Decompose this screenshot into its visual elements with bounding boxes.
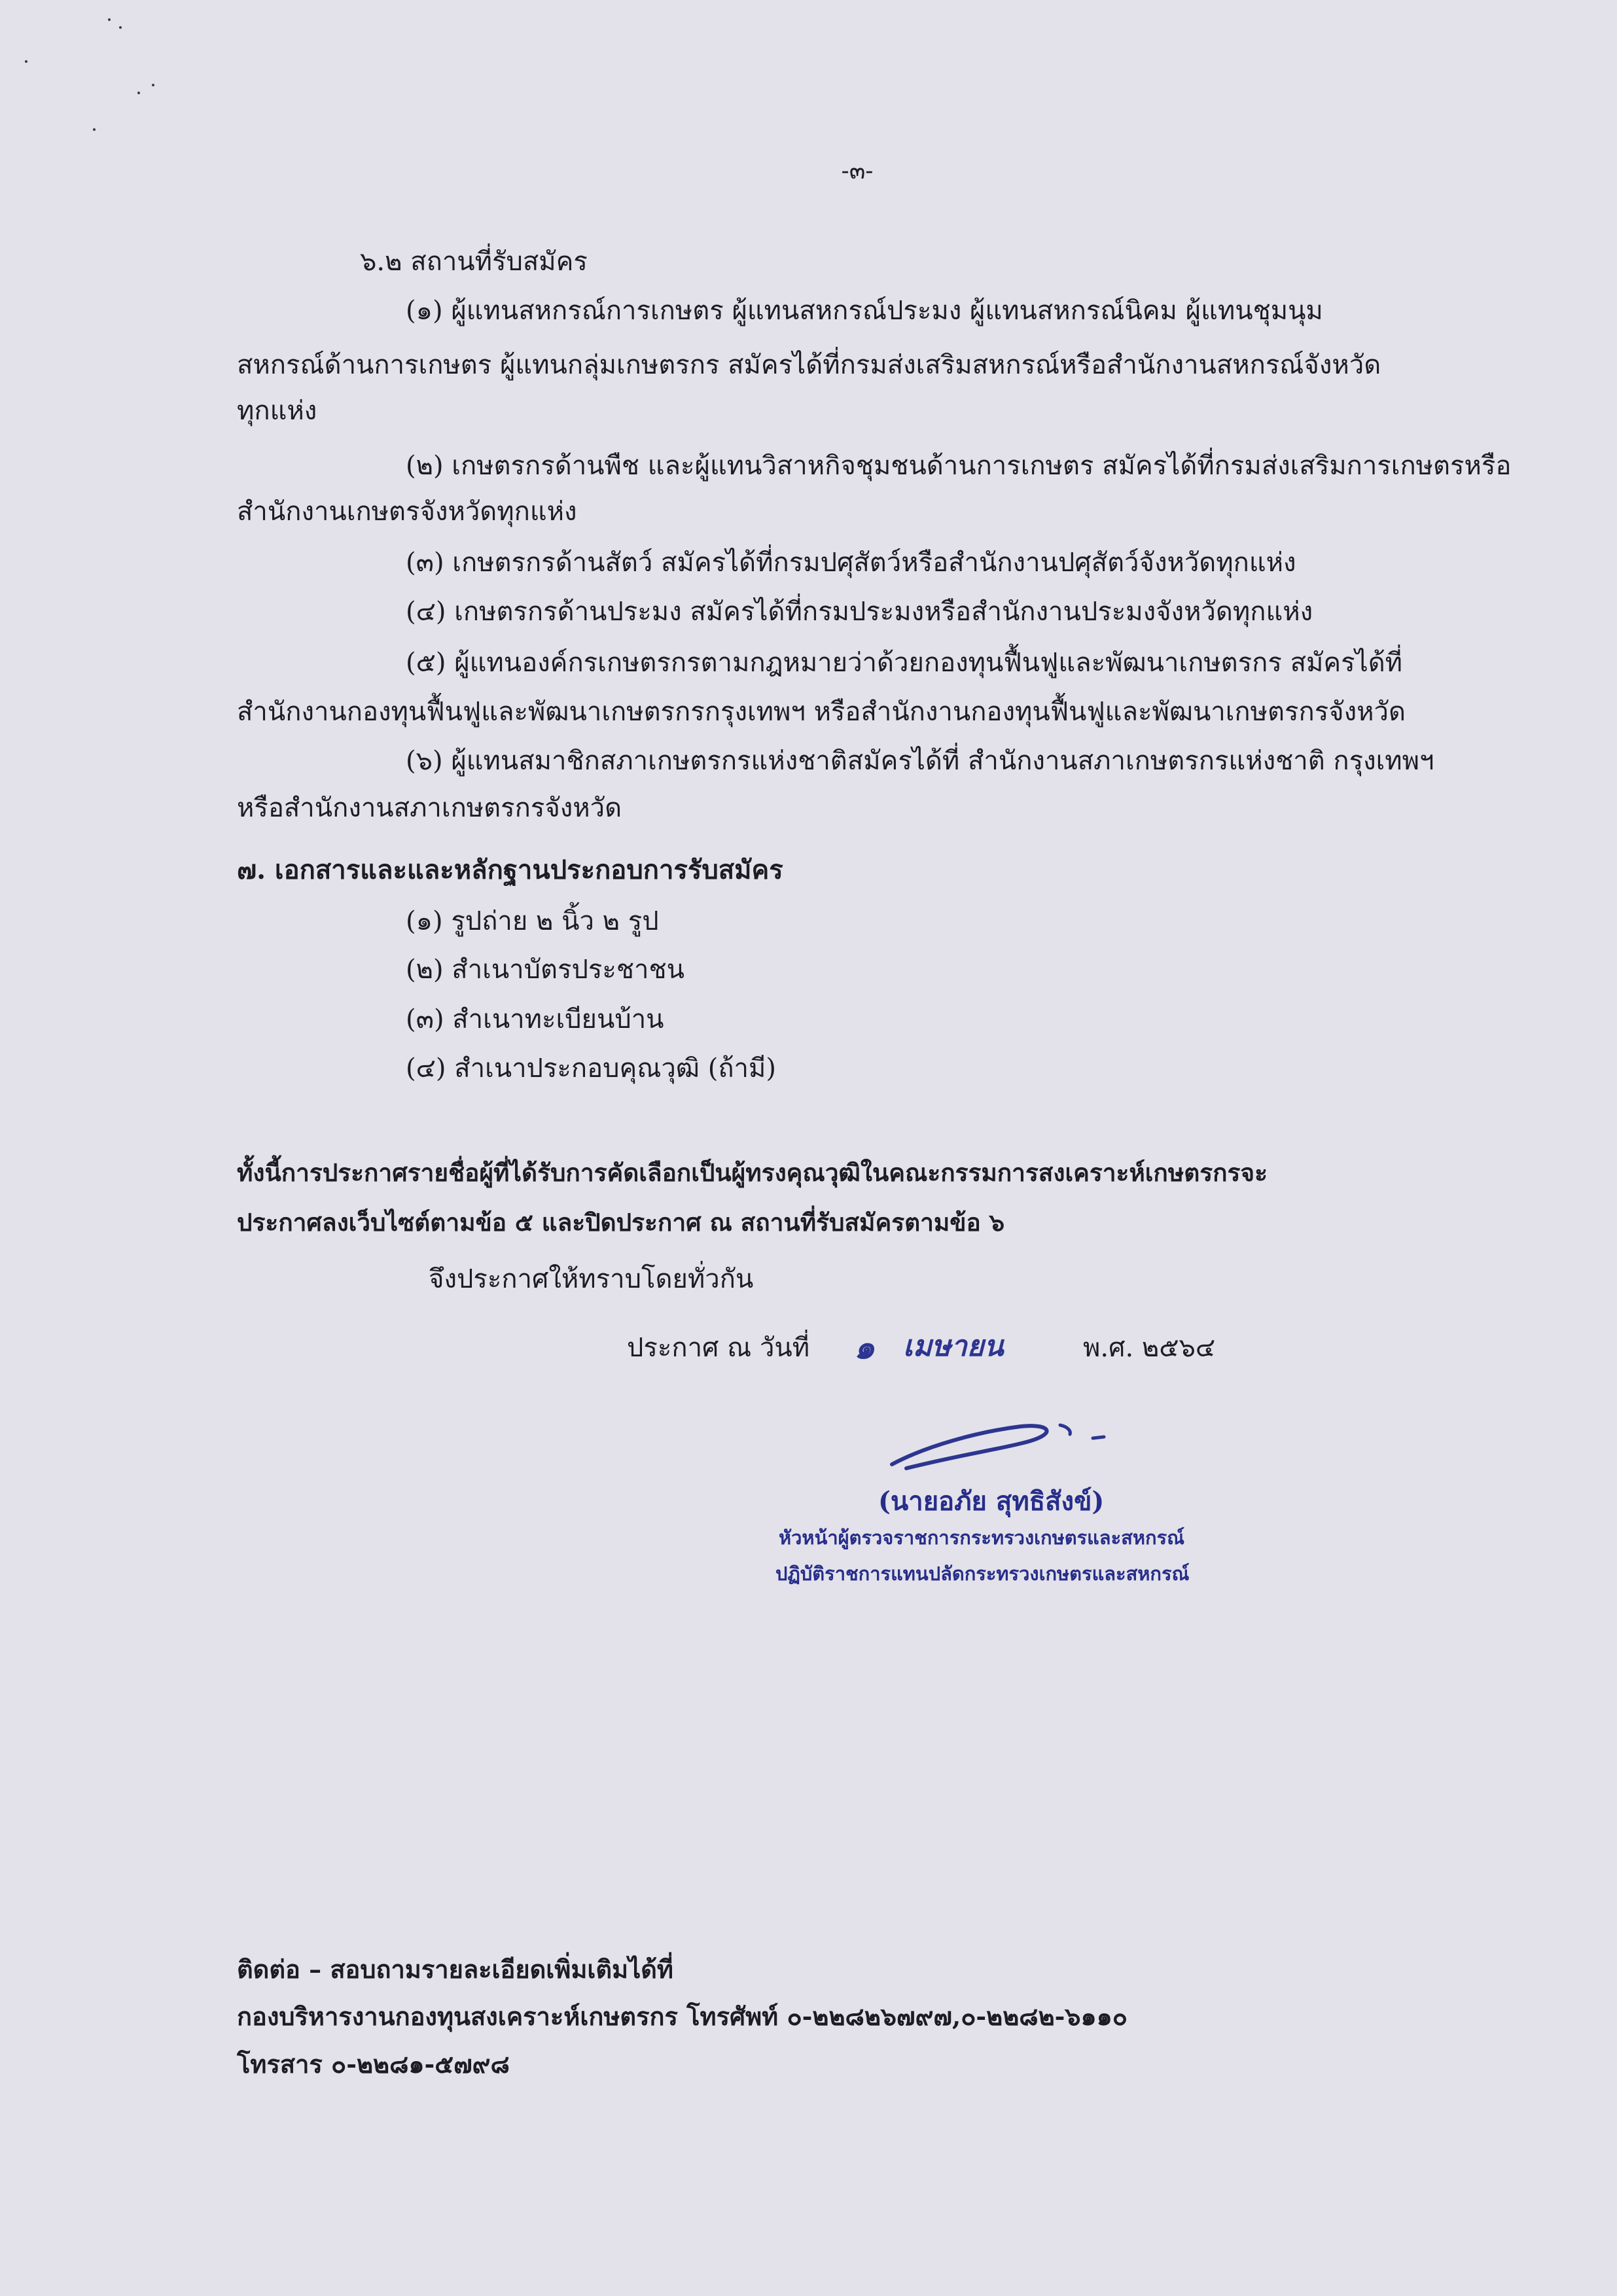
- signatory-title-2: ปฏิบัติราชการแทนปลัดกระทรวงเกษตรและสหกรณ์: [775, 1563, 1190, 1585]
- section-7-item-2: (๒) สำเนาบัตรประชาชน: [406, 955, 684, 985]
- signatory-title-1: หัวหน้าผู้ตรวจราชการกระทรวงเกษตรและสหกรณ์: [779, 1527, 1185, 1549]
- section-6-2-item-5-line-1: (๕) ผู้แทนองค์กรเกษตรกรตามกฎหมายว่าด้วยกองทุนฟื้นฟูและพัฒนาเกษตรกร สมัครได้ที่: [406, 648, 1403, 678]
- date-day-handwritten: ๑: [854, 1328, 875, 1366]
- scan-speck: [93, 128, 96, 131]
- signatory-name: (นายอภัย สุทธิสังข์): [878, 1486, 1105, 1517]
- section-6-2-item-6-line-2: หรือสำนักงานสภาเกษตรกรจังหวัด: [237, 793, 622, 823]
- date-month-handwritten: เมษายน: [903, 1330, 1004, 1363]
- section-7-item-1: (๑) รูปถ่าย ๒ นิ้ว ๒ รูป: [406, 906, 659, 936]
- signature: [880, 1407, 1129, 1479]
- scan-speck: [137, 92, 140, 94]
- page-number: -๓-: [841, 158, 874, 185]
- contact-heading: ติดต่อ – สอบถามรายละเอียดเพิ่มเติมได้ที่: [237, 1954, 673, 1984]
- section-6-2-heading: ๖.๒ สถานที่รับสมัคร: [360, 247, 588, 277]
- announce-line: จึงประกาศให้ทราบโดยทั่วกัน: [429, 1264, 754, 1294]
- section-6-2-item-1-line-2: สหกรณ์ด้านการเกษตร ผู้แทนกลุ่มเกษตรกร สมัครได้ที่กรมส่งเสริมสหกรณ์หรือสำนักงานสหกรณ์จังหวัด: [237, 350, 1381, 380]
- date-year: พ.ศ. ๒๕๖๔: [1083, 1333, 1216, 1363]
- section-6-2-item-2-line-1: (๒) เกษตรกรด้านพืช และผู้แทนวิสาหกิจชุมชนด้านการเกษตร สมัครได้ที่กรมส่งเสริมการเกษตรหรือ: [406, 451, 1512, 481]
- notice-line-2: ประกาศลงเว็บไซต์ตามข้อ ๕ และปิดประกาศ ณ สถานที่รับสมัครตามข้อ ๖: [237, 1208, 1005, 1237]
- section-6-2-item-4: (๔) เกษตรกรด้านประมง สมัครได้ที่กรมประมงหรือสำนักงานประมงจังหวัดทุกแห่ง: [406, 597, 1313, 627]
- scan-speck: [119, 26, 122, 29]
- section-6-2-item-1-line-3: ทุกแห่ง: [237, 396, 317, 426]
- section-7-item-4: (๔) สำเนาประกอบคุณวุฒิ (ถ้ามี): [406, 1053, 776, 1084]
- date-prefix: ประกาศ ณ วันที่: [627, 1333, 810, 1363]
- contact-fax-line: โทรสาร ๐-๒๒๘๑-๕๗๙๘: [237, 2049, 510, 2079]
- notice-line-1: ทั้งนี้การประกาศรายชื่อผู้ที่ได้รับการคัดเลือกเป็นผู้ทรงคุณวุฒิในคณะกรรมการสงเคราะห์เกษตรกรจะ: [237, 1158, 1268, 1187]
- section-7-heading: ๗. เอกสารและและหลักฐานประกอบการรับสมัคร: [237, 855, 783, 885]
- section-6-2-item-5-line-2: สำนักงานกองทุนฟื้นฟูและพัฒนาเกษตรกรกรุงเทพฯ หรือสำนักงานกองทุนฟื้นฟูและพัฒนาเกษตรกรจังหวัด: [237, 697, 1406, 727]
- section-6-2-item-1-line-1: (๑) ผู้แทนสหกรณ์การเกษตร ผู้แทนสหกรณ์ประมง ผู้แทนสหกรณ์นิคม ผู้แทนชุมนุม: [406, 296, 1323, 326]
- contact-phone-line: กองบริหารงานกองทุนสงเคราะห์เกษตรกร โทรศัพท์ ๐-๒๒๘๒๖๗๙๗,๐-๒๒๘๒-๖๑๑๐: [237, 2002, 1128, 2031]
- scan-speck: [108, 18, 111, 21]
- section-6-2-item-2-line-2: สำนักงานเกษตรจังหวัดทุกแห่ง: [237, 497, 577, 527]
- scan-speck: [152, 84, 154, 86]
- scan-speck: [25, 60, 27, 63]
- section-6-2-item-6-line-1: (๖) ผู้แทนสมาชิกสภาเกษตรกรแห่งชาติสมัครได้ที่ สำนักงานสภาเกษตรกรแห่งชาติ กรุงเทพฯ: [406, 746, 1434, 776]
- section-7-item-3: (๓) สำเนาทะเบียนบ้าน: [406, 1004, 664, 1034]
- section-6-2-item-3: (๓) เกษตรกรด้านสัตว์ สมัครได้ที่กรมปศุสัตว์หรือสำนักงานปศุสัตว์จังหวัดทุกแห่ง: [406, 548, 1296, 578]
